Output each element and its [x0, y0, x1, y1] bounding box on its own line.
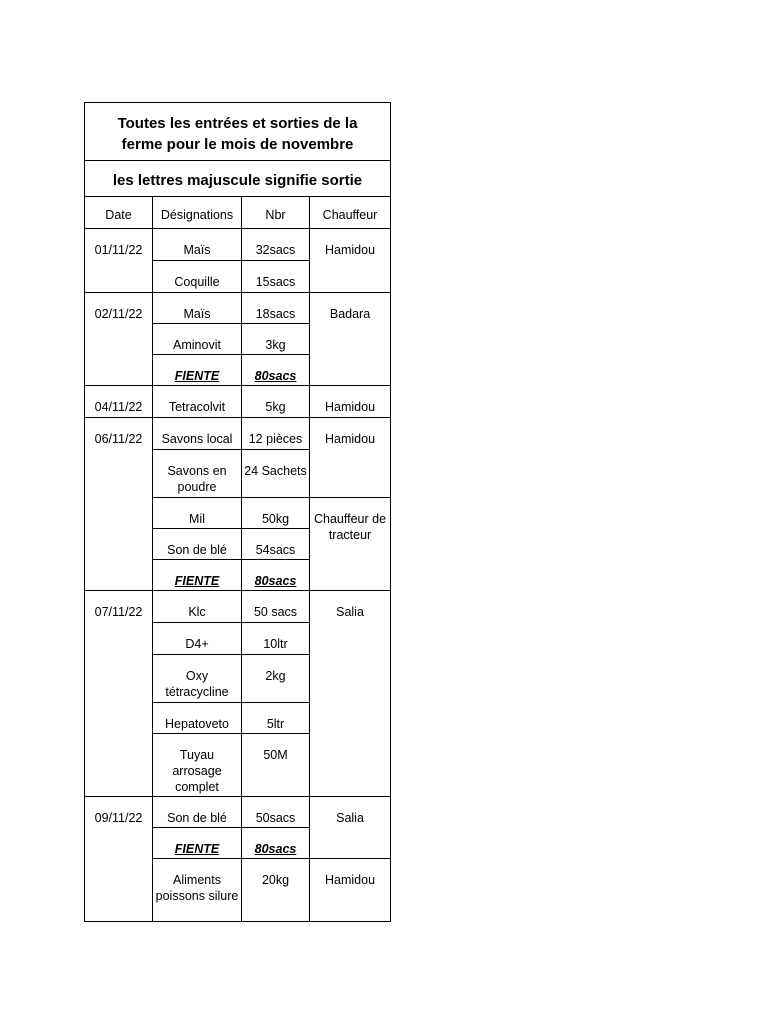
table-row: [85, 797, 391, 828]
nbr-cell: 50kg: [242, 498, 310, 529]
designation-cell: Oxy tétracycline: [153, 655, 242, 703]
designation-cell: Son de blé: [153, 529, 242, 560]
chauffeur-cell: Chauffeur de tracteur: [310, 498, 391, 591]
designation-cell: Hepatoveto: [153, 703, 242, 734]
chauffeur-cell: Hamidou: [310, 229, 391, 293]
chauffeur-cell: Hamidou: [310, 386, 391, 418]
chauffeur-cell: Salia: [310, 797, 391, 859]
designation-cell: Aliments poissons silure: [153, 859, 242, 922]
table-row: [85, 418, 391, 450]
nbr-cell-exit: 80sacs: [242, 560, 310, 591]
nbr-cell: 54sacs: [242, 529, 310, 560]
table-row: [85, 293, 391, 324]
nbr-cell: 12 pièces: [242, 418, 310, 450]
date-cell: 07/11/22: [85, 591, 153, 797]
table-row: [85, 591, 391, 623]
nbr-cell: 20kg: [242, 859, 310, 922]
designation-cell: Aminovit: [153, 324, 242, 355]
header-date: Date: [85, 197, 153, 229]
date-cell: 04/11/22: [85, 386, 153, 418]
sheet-subtitle: les lettres majuscule signifie sortie: [85, 161, 391, 197]
header-nbr: Nbr: [242, 197, 310, 229]
designation-cell: Maïs: [153, 293, 242, 324]
designation-cell: Tetracolvit: [153, 386, 242, 418]
date-cell: 02/11/22: [85, 293, 153, 386]
nbr-cell: 3kg: [242, 324, 310, 355]
nbr-cell: 15sacs: [242, 261, 310, 293]
designation-cell: Mil: [153, 498, 242, 529]
chauffeur-cell: Salia: [310, 591, 391, 797]
designation-cell-exit: FIENTE: [153, 560, 242, 591]
designation-cell: Savons en poudre: [153, 450, 242, 498]
designation-cell: Son de blé: [153, 797, 242, 828]
header-designations: Désignations: [153, 197, 242, 229]
designation-cell-exit: FIENTE: [153, 828, 242, 859]
designation-cell-exit: FIENTE: [153, 355, 242, 386]
date-cell: 01/11/22: [85, 229, 153, 293]
nbr-cell: 50M: [242, 734, 310, 797]
designation-cell: Maïs: [153, 229, 242, 261]
designation-cell: D4+: [153, 623, 242, 655]
farm-log-sheet: [84, 102, 391, 922]
nbr-cell: 10ltr: [242, 623, 310, 655]
nbr-cell: 2kg: [242, 655, 310, 703]
header-chauffeur: Chauffeur: [310, 197, 391, 229]
date-cell: 06/11/22: [85, 418, 153, 591]
sheet-title: Toutes les entrées et sorties de la ferme pour le mois de novembre: [85, 103, 391, 161]
nbr-cell: 24 Sachets: [242, 450, 310, 498]
nbr-cell: 5kg: [242, 386, 310, 418]
table-row: [85, 386, 391, 418]
chauffeur-cell: Badara: [310, 293, 391, 386]
nbr-cell-exit: 80sacs: [242, 355, 310, 386]
nbr-cell: 18sacs: [242, 293, 310, 324]
designation-cell: Coquille: [153, 261, 242, 293]
date-cell: 09/11/22: [85, 797, 153, 922]
chauffeur-cell: Hamidou: [310, 418, 391, 498]
farm-log-table: [84, 102, 391, 922]
nbr-cell: 50 sacs: [242, 591, 310, 623]
nbr-cell: 32sacs: [242, 229, 310, 261]
nbr-cell: 5ltr: [242, 703, 310, 734]
nbr-cell-exit: 80sacs: [242, 828, 310, 859]
header-row: [85, 197, 391, 229]
nbr-cell: 50sacs: [242, 797, 310, 828]
chauffeur-cell: Hamidou: [310, 859, 391, 922]
designation-cell: Tuyau arrosage complet: [153, 734, 242, 797]
designation-cell: Savons local: [153, 418, 242, 450]
table-row: [85, 229, 391, 261]
designation-cell: Klc: [153, 591, 242, 623]
